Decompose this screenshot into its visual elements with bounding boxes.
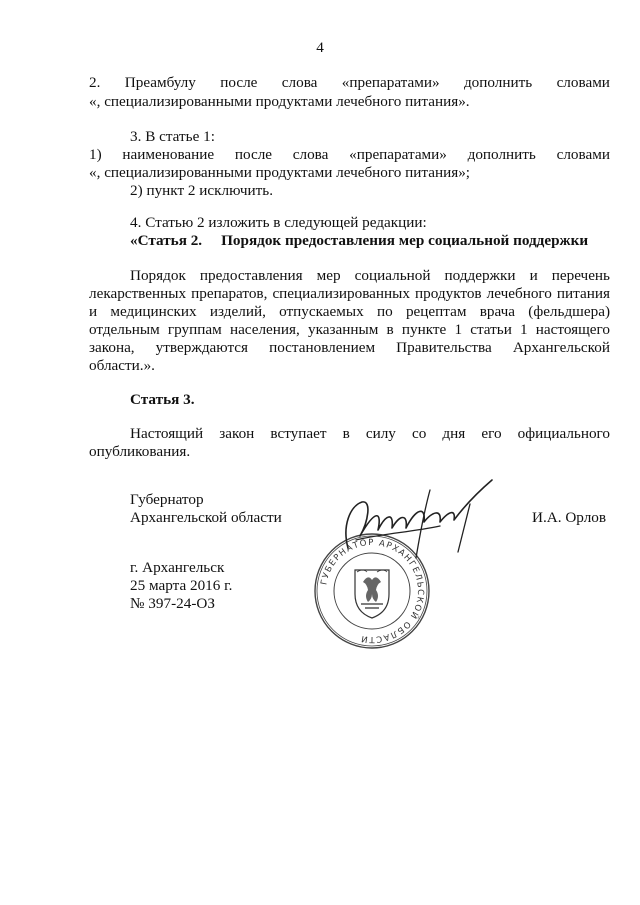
item3-word: 1) <box>89 146 102 163</box>
article2-para-line: лекарственных препаратов, специализированных продуктов лечебного питания <box>89 285 610 302</box>
article3-title: Статья 3. <box>130 391 195 408</box>
item2-word: Преамбулу <box>124 74 196 91</box>
article2-title: «Статья 2. Порядок предоставления мер социальной поддержки <box>130 232 589 249</box>
item3-sub1-line1 <box>89 146 610 165</box>
seal-ring-text: ГУБЕРНАТОР АРХАНГЕЛЬСКОЙ ОБЛАСТИ <box>319 537 426 645</box>
article2-para-line: Порядок предоставления мер социальной поддержки и перечень <box>130 267 610 284</box>
item4-intro: 4. Статью 2 изложить в следующей редакции: <box>130 214 427 231</box>
article2-para-last: области.». <box>89 357 155 374</box>
item3-word: дополнить <box>467 146 536 163</box>
item2-line1 <box>89 74 610 93</box>
article2-para-line: и медицинских изделий, отпускаемых по рецептам врача (фельдшера) <box>89 303 610 320</box>
handwritten-signature-icon <box>320 478 510 573</box>
item2-word: 2. <box>89 74 101 91</box>
date: 25 марта 2016 г. <box>130 577 233 594</box>
law-number: № 397-24-ОЗ <box>130 595 215 612</box>
item3-word: наименование <box>122 146 215 163</box>
item3-word: «препаратами» <box>349 146 447 163</box>
item3-heading: 3. В статье 1: <box>130 128 215 145</box>
item3-sub1-line2: «, специализированными продуктами лечебного питания»; <box>89 164 471 181</box>
item3-word: словами <box>556 146 610 163</box>
item3-word: после <box>234 146 273 163</box>
signatory-position-line2: Архангельской области <box>130 509 282 526</box>
item2-word: слова <box>281 74 318 91</box>
article3-line2: опубликования. <box>89 443 191 460</box>
article2-para-line: отдельным группам населения, указанным в пункте 1 статьи 1 настоящего <box>89 321 610 338</box>
signatory-position-line1: Губернатор <box>130 491 204 508</box>
item2-word: после <box>220 74 258 91</box>
item2-word: «препаратами» <box>341 74 440 91</box>
item3-sub2: 2) пункт 2 исключить. <box>130 182 274 199</box>
item3-word: слова <box>292 146 329 163</box>
article2-para-line: закона, утверждаются постановлением Правительства Архангельской <box>89 339 610 356</box>
signatory-name: И.А. Орлов <box>532 509 607 526</box>
item2-word: словами <box>556 74 610 91</box>
city: г. Архангельск <box>130 559 225 576</box>
item2-word: дополнить <box>463 74 533 91</box>
item2-line2: «, специализированными продуктами лечебного питания». <box>89 93 470 110</box>
article3-line1: Настоящий закон вступает в силу со дня его официального <box>130 425 610 442</box>
page-number: 4 <box>316 39 324 56</box>
